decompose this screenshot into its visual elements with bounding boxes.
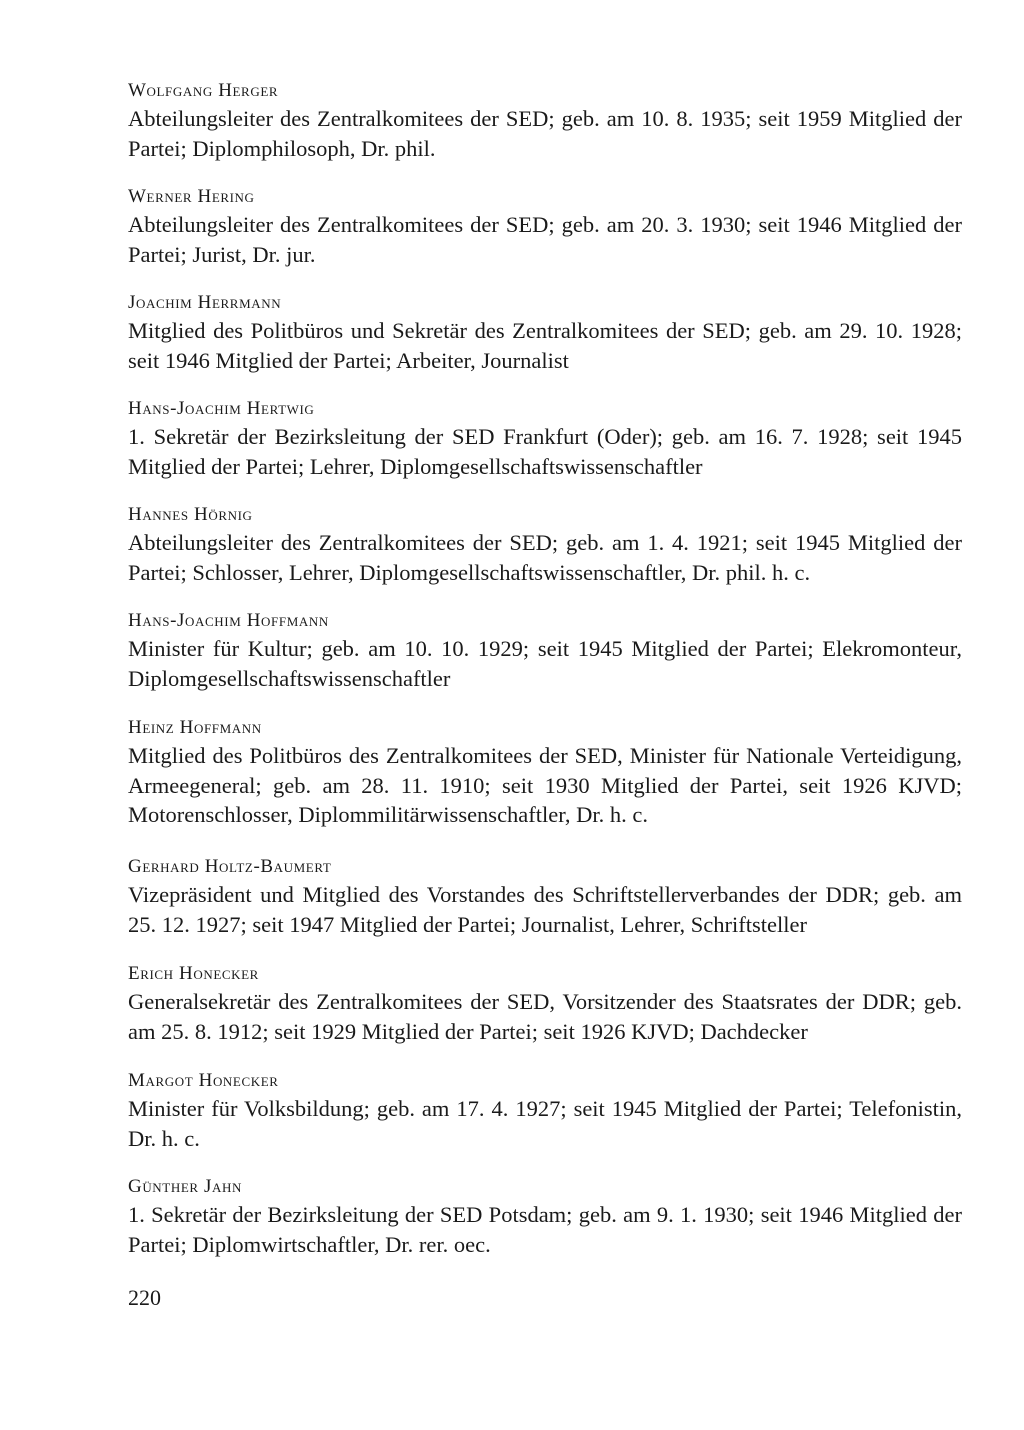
person-name: Margot Honecker [128,1070,279,1091]
biography-entry [128,961,962,1068]
person-description: Minister für Volksbildung; geb. am 17. 4. 1927; seit 1945 Mitglied der Partei; Telefonistin, Dr. h. c. [128,1096,962,1151]
person-name: Hans-Joachim Hertwig [128,398,315,419]
biography-entry [128,854,962,961]
person-description: 1. Sekretär der Bezirksleitung der SED Potsdam; geb. am 9. 1. 1930; seit 1946 Mitglied der Partei; Diplomwirtschaftler, Dr. rer. oec. [128,1202,962,1257]
person-name: Gerhard Holtz-Baumert [128,856,332,877]
person-description: 1. Sekretär der Bezirksleitung der SED Frankfurt (Oder); geb. am 16. 7. 1928; seit 1945 Mitglied der Partei; Lehrer, Diplomgesellschaftswissenschaftler [128,424,962,479]
person-description: Generalsekretär des Zentralkomitees der SED, Vorsitzender des Staatsrates der DDR; geb. am 25. 8. 1912; seit 1929 Mitglied der Partei; seit 1926 KJVD; Dachdecker [128,989,962,1044]
person-name: Hans-Joachim Hoffmann [128,610,329,631]
biography-entry [128,715,962,854]
page-number: 220 [128,1285,161,1310]
biography-entry [128,396,962,502]
biography-entry [128,608,962,715]
biography-entry [128,78,962,184]
person-name: Hannes Hörnig [128,504,253,525]
person-description: Mitglied des Politbüros und Sekretär des Zentralkomitees der SED; geb. am 29. 10. 1928; seit 1946 Mitglied der Partei; Arbeiter, Journalist [128,318,962,373]
biography-list [128,78,962,1280]
biography-entry [128,502,962,608]
person-description: Abteilungsleiter des Zentralkomitees der SED; geb. am 20. 3. 1930; seit 1946 Mitglied der Partei; Jurist, Dr. jur. [128,212,962,267]
biography-entry [128,1068,962,1174]
person-name: Heinz Hoffmann [128,717,262,738]
person-description: Abteilungsleiter des Zentralkomitees der SED; geb. am 1. 4. 1921; seit 1945 Mitglied der Partei; Schlosser, Lehrer, Diplomgesellschaftswissenschaftler, Dr. phil. h. c. [128,530,962,585]
person-description: Mitglied des Politbüros des Zentralkomitees der SED, Minister für Nationale Verteidigung, Armeegeneral; geb. am 28. 11. 1910; seit 1930 Mitglied der Partei, seit 1926 KJVD; Motorenschlosser, Diplommilitärwissenschaftler, Dr. h. c. [128,743,962,827]
person-name: Günther Jahn [128,1176,242,1197]
biography-entry [128,184,962,290]
person-name: Erich Honecker [128,963,259,984]
biography-entry [128,1174,962,1280]
person-description: Vizepräsident und Mitglied des Vorstandes des Schriftstellerverbandes der DDR; geb. am 25. 12. 1927; seit 1947 Mitglied der Partei; Journalist, Lehrer, Schriftsteller [128,882,962,937]
person-name: Werner Hering [128,186,255,207]
person-name: Wolfgang Herger [128,80,279,101]
biography-entry [128,290,962,396]
person-description: Abteilungsleiter des Zentralkomitees der SED; geb. am 10. 8. 1935; seit 1959 Mitglied der Partei; Diplomphilosoph, Dr. phil. [128,106,962,161]
person-description: Minister für Kultur; geb. am 10. 10. 1929; seit 1945 Mitglied der Partei; Elekromonteur, Diplomgesellschaftswissenschaftler [128,636,962,691]
person-name: Joachim Herrmann [128,292,282,313]
